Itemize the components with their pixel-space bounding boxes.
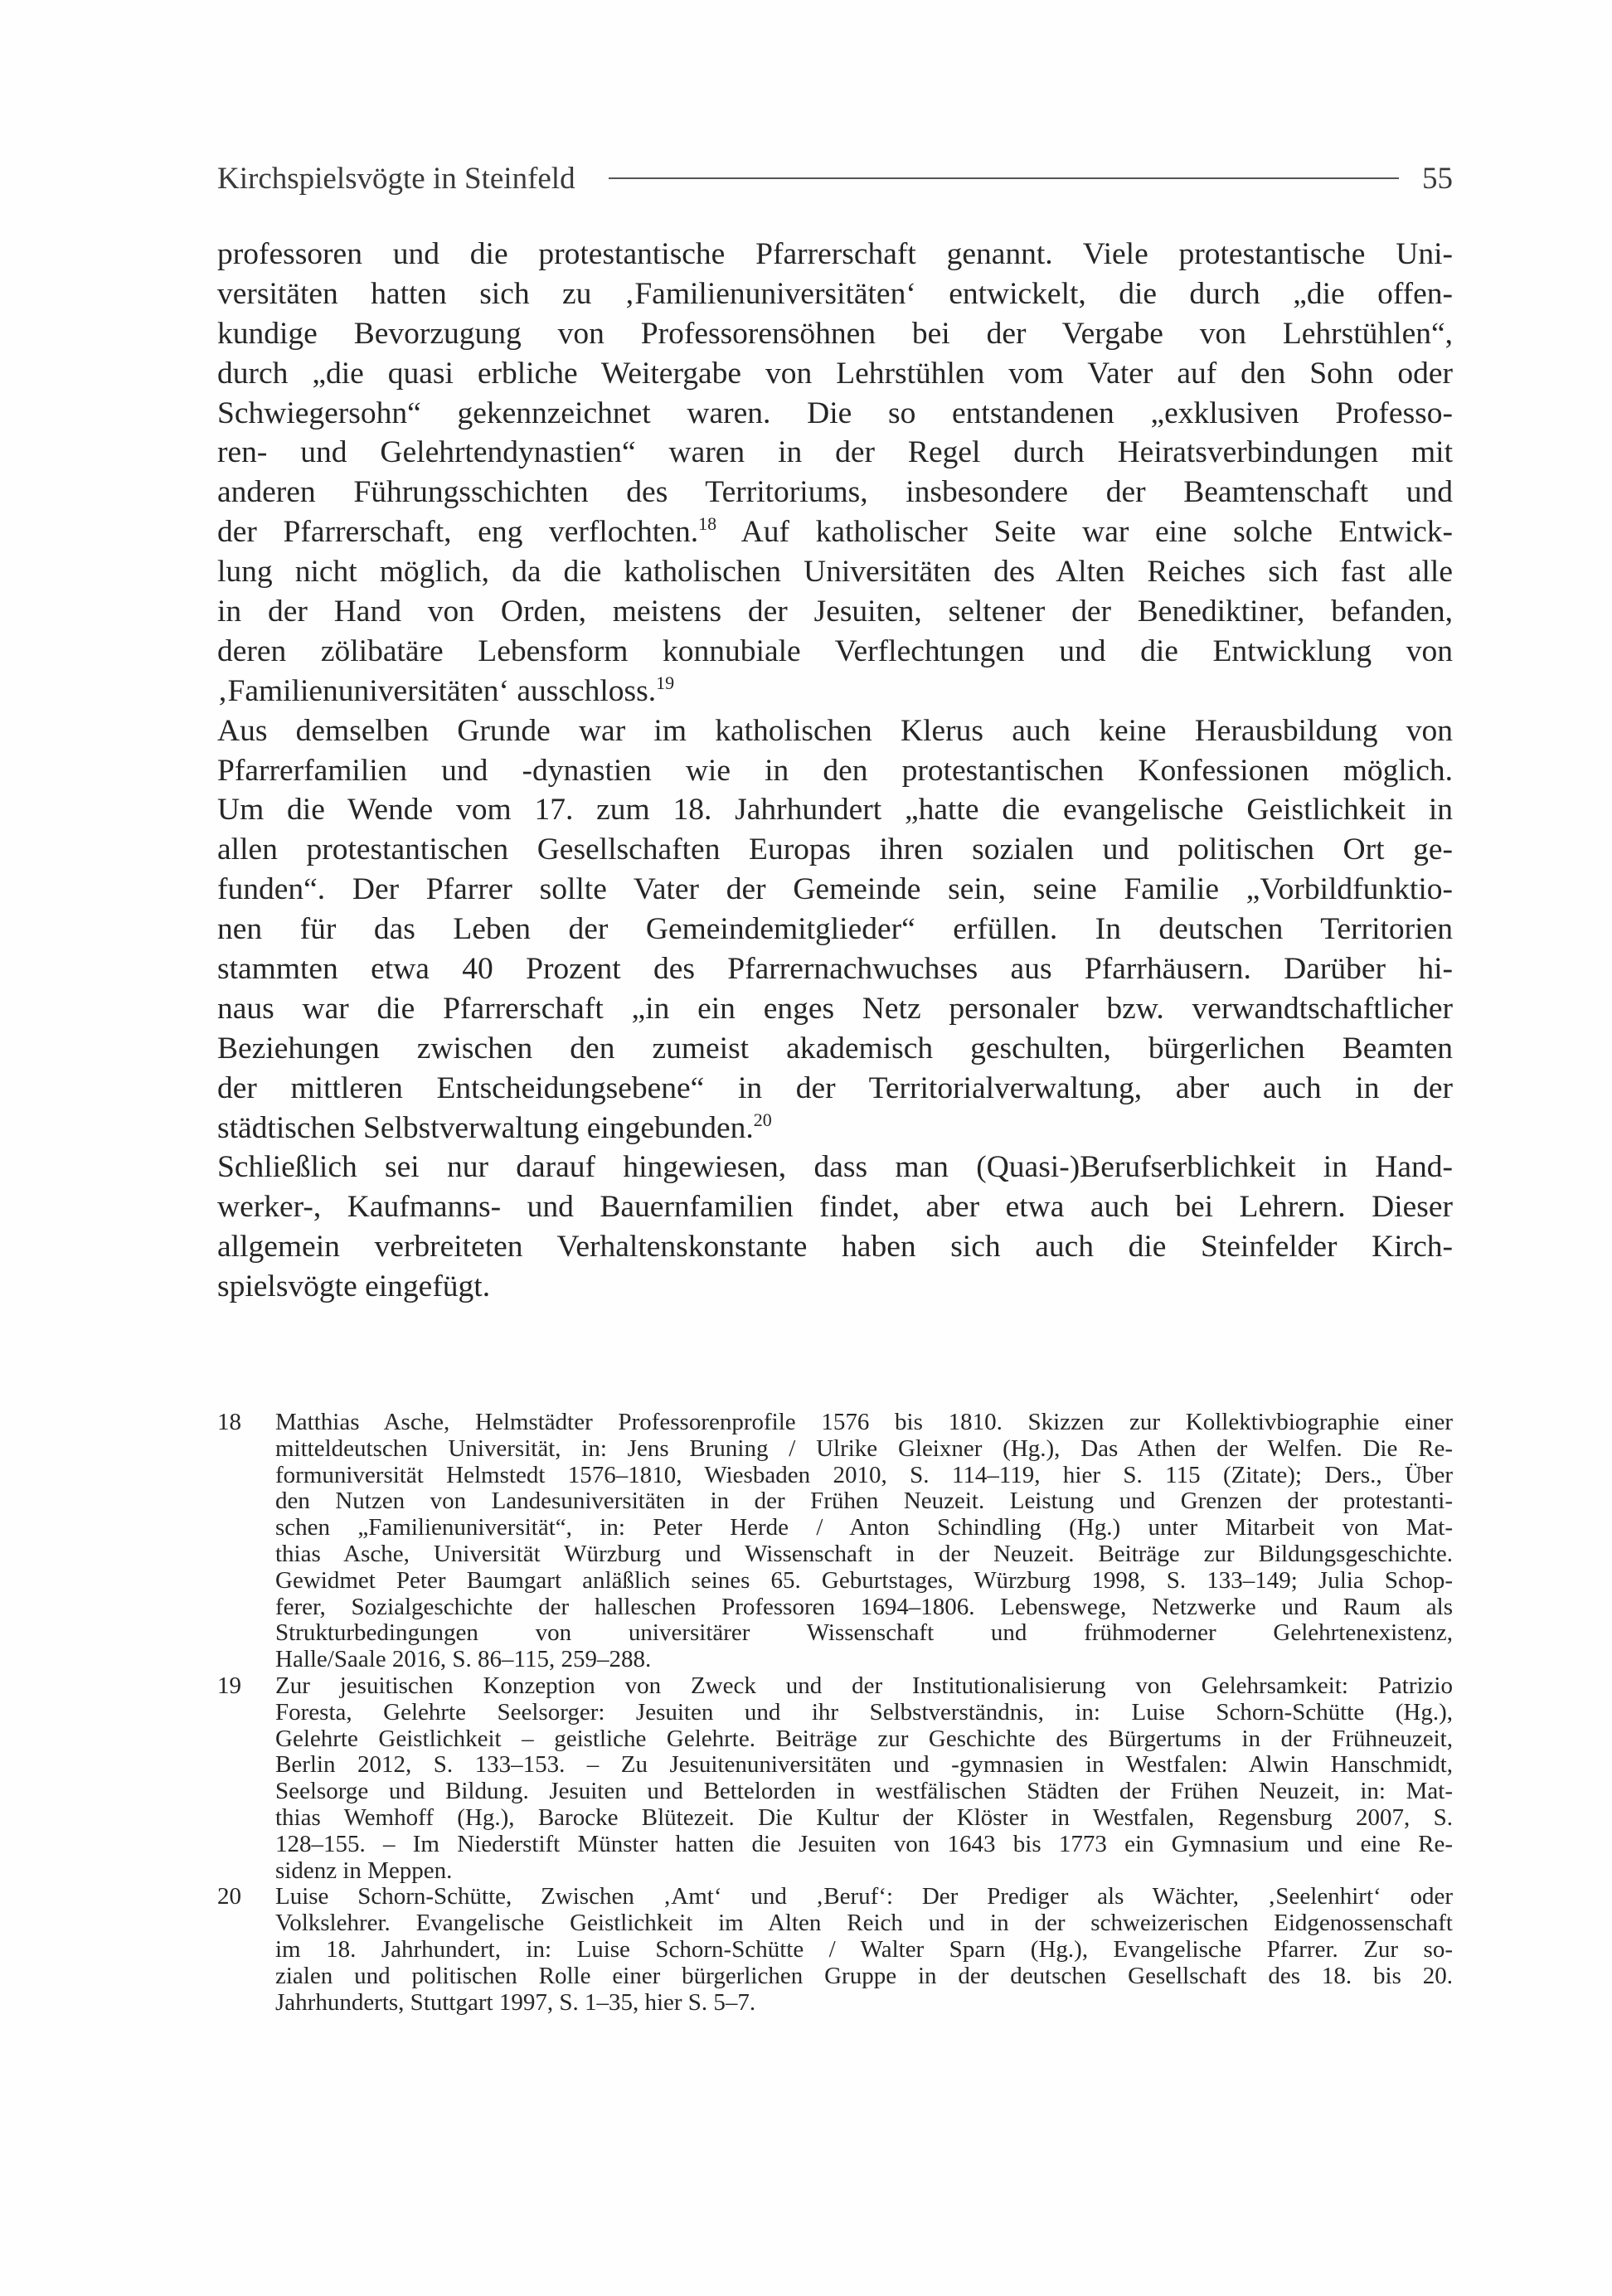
text-line: naus war die Pfarrerschaft „in ein enges Netz personaler bzw. verwandtschaftlicher: [217, 991, 1453, 1026]
text-segment: städtischen Selbstverwaltung eingebunden.: [217, 1110, 754, 1145]
text-line: Schließlich sei nur darauf hingewiesen, dass man (Quasi-)Berufserblichkeit in Hand-: [217, 1150, 1453, 1185]
footnote-18: [217, 1410, 1453, 1673]
text-line: allgemein verbreiteten Verhaltenskonstante haben sich auch die Steinfelder Kirch-: [217, 1230, 1453, 1264]
footnote-line: Jahrhunderts, Stuttgart 1997, S. 1–35, hier S. 5–7.: [275, 1988, 756, 2016]
text-line: deren zölibatäre Lebensform konnubiale Verflechtungen und die Entwicklung von: [217, 633, 1453, 668]
footnotes-section: [217, 1410, 1453, 2016]
footnote-line: Matthias Asche, Helmstädter Professorenprofile 1576 bis 1810. Skizzen zur Kollektivbiographie einer: [275, 1409, 1453, 1435]
text-line: Beziehungen zwischen den zumeist akademisch geschulten, bürgerlichen Beamten: [217, 1031, 1453, 1065]
footnote-ref-18[interactable]: 18: [698, 513, 717, 535]
running-header: [217, 158, 1453, 199]
text-segment: der Pfarrerschaft, eng verflochten.: [217, 515, 699, 550]
text-line: werker-, Kaufmanns- und Bauernfamilien findet, aber etwa auch bei Lehrern. Dieser: [217, 1190, 1453, 1225]
footnote-line: Halle/Saale 2016, S. 86–115, 259–288.: [275, 1646, 652, 1673]
footnote-number: 18: [217, 1409, 241, 1435]
running-title: Kirchspielsvögte in Steinfeld: [217, 161, 575, 196]
footnote-line: Seelsorge und Bildung. Jesuiten und Bettelorden in westfälischen Städten der Frühen Neuzeit, in: Mat-: [275, 1778, 1453, 1805]
footnote-ref-19[interactable]: 19: [656, 672, 675, 693]
text-line: funden“. Der Pfarrer sollte Vater der Gemeinde sein, seine Familie „Vorbildfunktio-: [217, 872, 1453, 907]
footnote-number: 19: [217, 1672, 241, 1699]
footnote-19: [217, 1673, 1453, 1884]
text-line: Um die Wende vom 17. zum 18. Jahrhundert „hatte die evangelische Geistlichkeit in: [217, 793, 1453, 828]
text-line: stammten etwa 40 Prozent des Pfarrernachwuchses aus Pfarrhäusern. Darüber hi-: [217, 952, 1453, 987]
page-number: 55: [1422, 161, 1453, 196]
footnote-line: thias Wemhoff (Hg.), Barocke Blütezeit. Die Kultur der Klöster in Westfalen, Regensburg 2007, S.: [275, 1803, 1453, 1831]
footnote-text: [275, 1410, 1453, 1673]
text-line: lung nicht möglich, da die katholischen Universitäten des Alten Reiches sich fast alle: [217, 555, 1453, 590]
text-line: in der Hand von Orden, meistens der Jesuiten, seltener der Benediktiner, befanden,: [217, 595, 1453, 629]
text-segment: ‚Familienuniversitäten‘ ausschloss.: [217, 673, 657, 708]
footnote-line: Strukturbedingungen von universitärer Wissenschaft und frühmoderner Gelehrtenexistenz,: [275, 1619, 1453, 1647]
text-line-with-footnote-ref: [217, 512, 1453, 552]
footnote-line: im 18. Jahrhundert, in: Luise Schorn-Schütte / Walter Sparn (Hg.), Evangelische Pfarrer. Zur so-: [275, 1935, 1453, 1963]
main-text: [217, 235, 1453, 1307]
footnote-line: Luise Schorn-Schütte, Zwischen ‚Amt‘ und ‚Beruf‘: Der Prediger als Wächter, ‚Seelenhirt‘ oder: [275, 1883, 1453, 1910]
footnote-text: [275, 1673, 1453, 1884]
footnote-line: den Nutzen von Landesuniversitäten in der Frühen Neuzeit. Leistung und Grenzen der protestanti-: [275, 1488, 1453, 1515]
text-segment: Auf katholischer Seite war eine solche Entwick-: [716, 515, 1453, 550]
footnote-line: thias Asche, Universität Würzburg und Wissenschaft in der Neuzeit. Beiträge zur Bildungsgeschichte.: [275, 1540, 1453, 1567]
footnote-line: schen „Familienuniversität“, in: Peter Herde / Anton Schindling (Hg.) unter Mitarbeit von Mat-: [275, 1514, 1453, 1541]
text-line: Schwiegersohn“ gekennzeichnet waren. Die so entstandenen „exklusiven Professo-: [217, 396, 1453, 430]
footnote-line: mitteldeutschen Universität, in: Jens Bruning / Ulrike Gleixner (Hg.), Das Athen der Welfen. Die Re-: [275, 1434, 1453, 1462]
footnote-line: ferer, Sozialgeschichte der halleschen Professoren 1694–1806. Lebenswege, Netzwerke und Raum als: [275, 1593, 1453, 1620]
text-line: spielsvögte eingefügt.: [217, 1269, 491, 1304]
text-line: anderen Führungsschichten des Territoriums, insbesondere der Beamtenschaft und: [217, 475, 1453, 510]
text-line: durch „die quasi erbliche Weitergabe von Lehrstühlen vom Vater auf den Sohn oder: [217, 356, 1453, 391]
footnote-line: Gelehrte Geistlichkeit – geistliche Gelehrte. Beiträge zur Geschichte des Bürgertums in der Frühneuzeit,: [275, 1725, 1453, 1752]
footnote-line: zialen und politischen Rolle einer bürgerlichen Gruppe in der deutschen Gesellschaft des 18. bis 20.: [275, 1962, 1453, 1989]
footnote-20: [217, 1884, 1453, 2016]
text-line: Pfarrerfamilien und -dynastien wie in den protestantischen Konfessionen möglich.: [217, 753, 1453, 788]
footnote-line: Foresta, Gelehrte Seelsorger: Jesuiten und ihr Selbstverständnis, in: Luise Schorn-Schütte (Hg.),: [275, 1698, 1453, 1726]
text-line: allen protestantischen Gesellschaften Europas ihren sozialen und politischen Ort ge-: [217, 832, 1453, 867]
text-line: kundige Bevorzugung von Professorensöhnen bei der Vergabe von Lehrstühlen“,: [217, 316, 1453, 351]
text-line: professoren und die protestantische Pfarrerschaft genannt. Viele protestantische Uni-: [217, 237, 1453, 271]
footnote-line: Volkslehrer. Evangelische Geistlichkeit im Alten Reich und in der schweizerischen Eidgenossenschaft: [275, 1910, 1453, 1937]
footnote-line: sidenz in Meppen.: [275, 1857, 453, 1884]
text-line: der mittleren Entscheidungsebene“ in der Territorialverwaltung, aber auch in der: [217, 1070, 1453, 1105]
footnote-ref-20[interactable]: 20: [753, 1109, 772, 1130]
text-line: Aus demselben Grunde war im katholischen Klerus auch keine Herausbildung von: [217, 713, 1453, 748]
footnote-line: formuniversität Helmstedt 1576–1810, Wiesbaden 2010, S. 114–119, hier S. 115 (Zitate); Ders., Über: [275, 1461, 1453, 1488]
footnote-number: 20: [217, 1883, 241, 1910]
footnote-text: [275, 1884, 1453, 2016]
text-line-with-footnote-ref: [217, 672, 1453, 711]
text-line: nen für das Leben der Gemeindemitglieder“ erfüllen. In deutschen Territorien: [217, 912, 1453, 947]
footnote-line: 128–155. – Im Niederstift Münster hatten die Jesuiten von 1643 bis 1773 ein Gymnasium und eine Re-: [275, 1830, 1453, 1857]
footnote-line: Zur jesuitischen Konzeption von Zweck und der Institutionalisierung von Gelehrsamkeit: Patrizio: [275, 1672, 1453, 1699]
footnote-line: Berlin 2012, S. 133–153. – Zu Jesuitenuniversitäten und -gymnasien in Westfalen: Alwin Hanschmidt,: [275, 1751, 1453, 1779]
footnote-line: Gewidmet Peter Baumgart anläßlich seines 65. Geburtstages, Würzburg 1998, S. 133–149; Julia Schop-: [275, 1566, 1453, 1594]
header-rule: [609, 177, 1399, 179]
text-line-with-footnote-ref: [217, 1109, 1453, 1148]
text-line: versitäten hatten sich zu ‚Familienuniversitäten‘ entwickelt, die durch „die offen-: [217, 276, 1453, 311]
text-line: ren- und Gelehrtendynastien“ waren in der Regel durch Heiratsverbindungen mit: [217, 435, 1453, 470]
